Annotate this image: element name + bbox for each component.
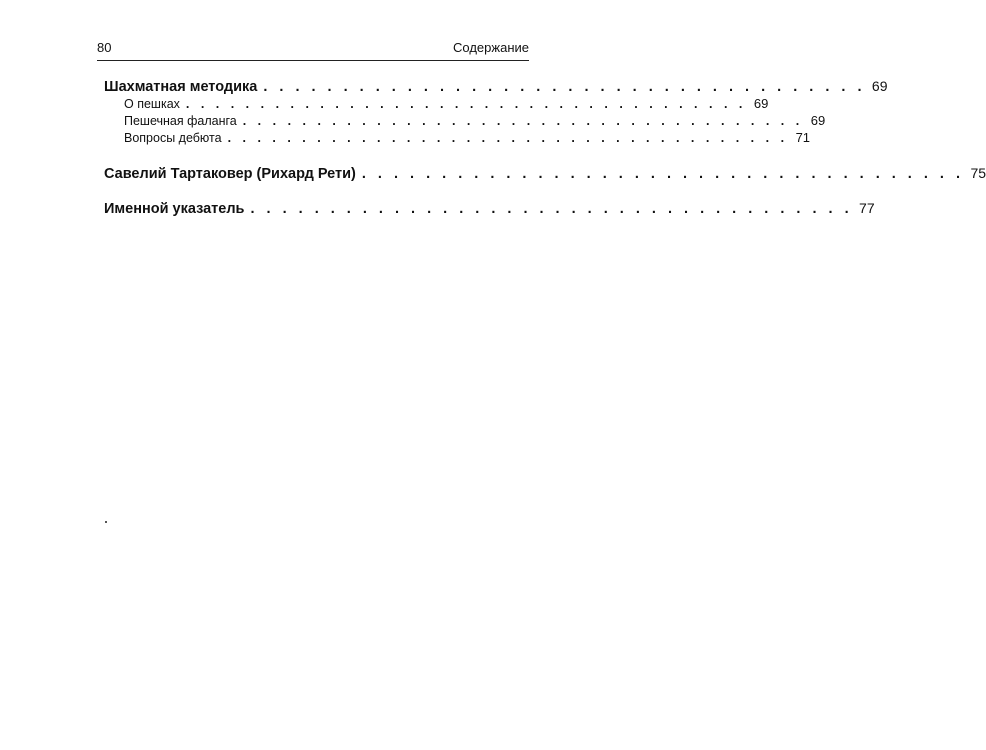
page-number: 80 bbox=[97, 40, 112, 55]
toc-entry-page: 71 bbox=[795, 130, 811, 145]
dot-leader: . . . . . . . . . . . . . . . . . . . . . . . . . . . . . . . . . . . . . . bbox=[250, 201, 853, 217]
toc-entry-title: О пешках bbox=[124, 97, 180, 111]
toc-entry-name-index bbox=[104, 199, 875, 217]
toc-entry-about-pawns bbox=[104, 95, 769, 112]
toc-entry-page: 69 bbox=[810, 113, 826, 128]
print-speck bbox=[105, 521, 107, 523]
table-of-contents bbox=[104, 77, 986, 217]
toc-entry-title: Шахматная методика bbox=[104, 79, 258, 95]
toc-entry-pawn-phalanx bbox=[104, 112, 826, 129]
dot-leader: . . . . . . . . . . . . . . . . . . . . . . . . . . . . . . . . . . . . . . bbox=[227, 131, 789, 145]
dot-leader: . . . . . . . . . . . . . . . . . . . . . . . . . . . . . . . . . . . . . . bbox=[185, 97, 747, 111]
page-header bbox=[97, 40, 529, 61]
dot-leader: . . . . . . . . . . . . . . . . . . . . . . . . . . . . . . . . . . . . . . bbox=[263, 79, 866, 95]
dot-leader: . . . . . . . . . . . . . . . . . . . . . . . . . . . . . . . . . . . . . . bbox=[242, 114, 804, 128]
toc-entry-page: 69 bbox=[753, 96, 769, 111]
toc-entry-title: Вопросы дебюта bbox=[124, 131, 222, 145]
toc-entry-page: 75 bbox=[970, 165, 986, 181]
toc-entry-title: Пешечная фаланга bbox=[124, 114, 237, 128]
toc-entry-page: 77 bbox=[859, 200, 875, 216]
toc-entry-title: Савелий Тартаковер (Рихард Рети) bbox=[104, 166, 356, 182]
dot-leader: . . . . . . . . . . . . . . . . . . . . . . . . . . . . . . . . . . . . . . bbox=[361, 166, 965, 182]
toc-entry-title: Именной указатель bbox=[104, 201, 245, 217]
toc-entry-tartakower bbox=[104, 164, 986, 182]
running-title: Содержание bbox=[453, 40, 529, 55]
toc-entry-opening-questions bbox=[104, 129, 811, 146]
toc-entry-page: 69 bbox=[871, 78, 888, 94]
toc-entry-chess-methodology bbox=[104, 77, 888, 95]
